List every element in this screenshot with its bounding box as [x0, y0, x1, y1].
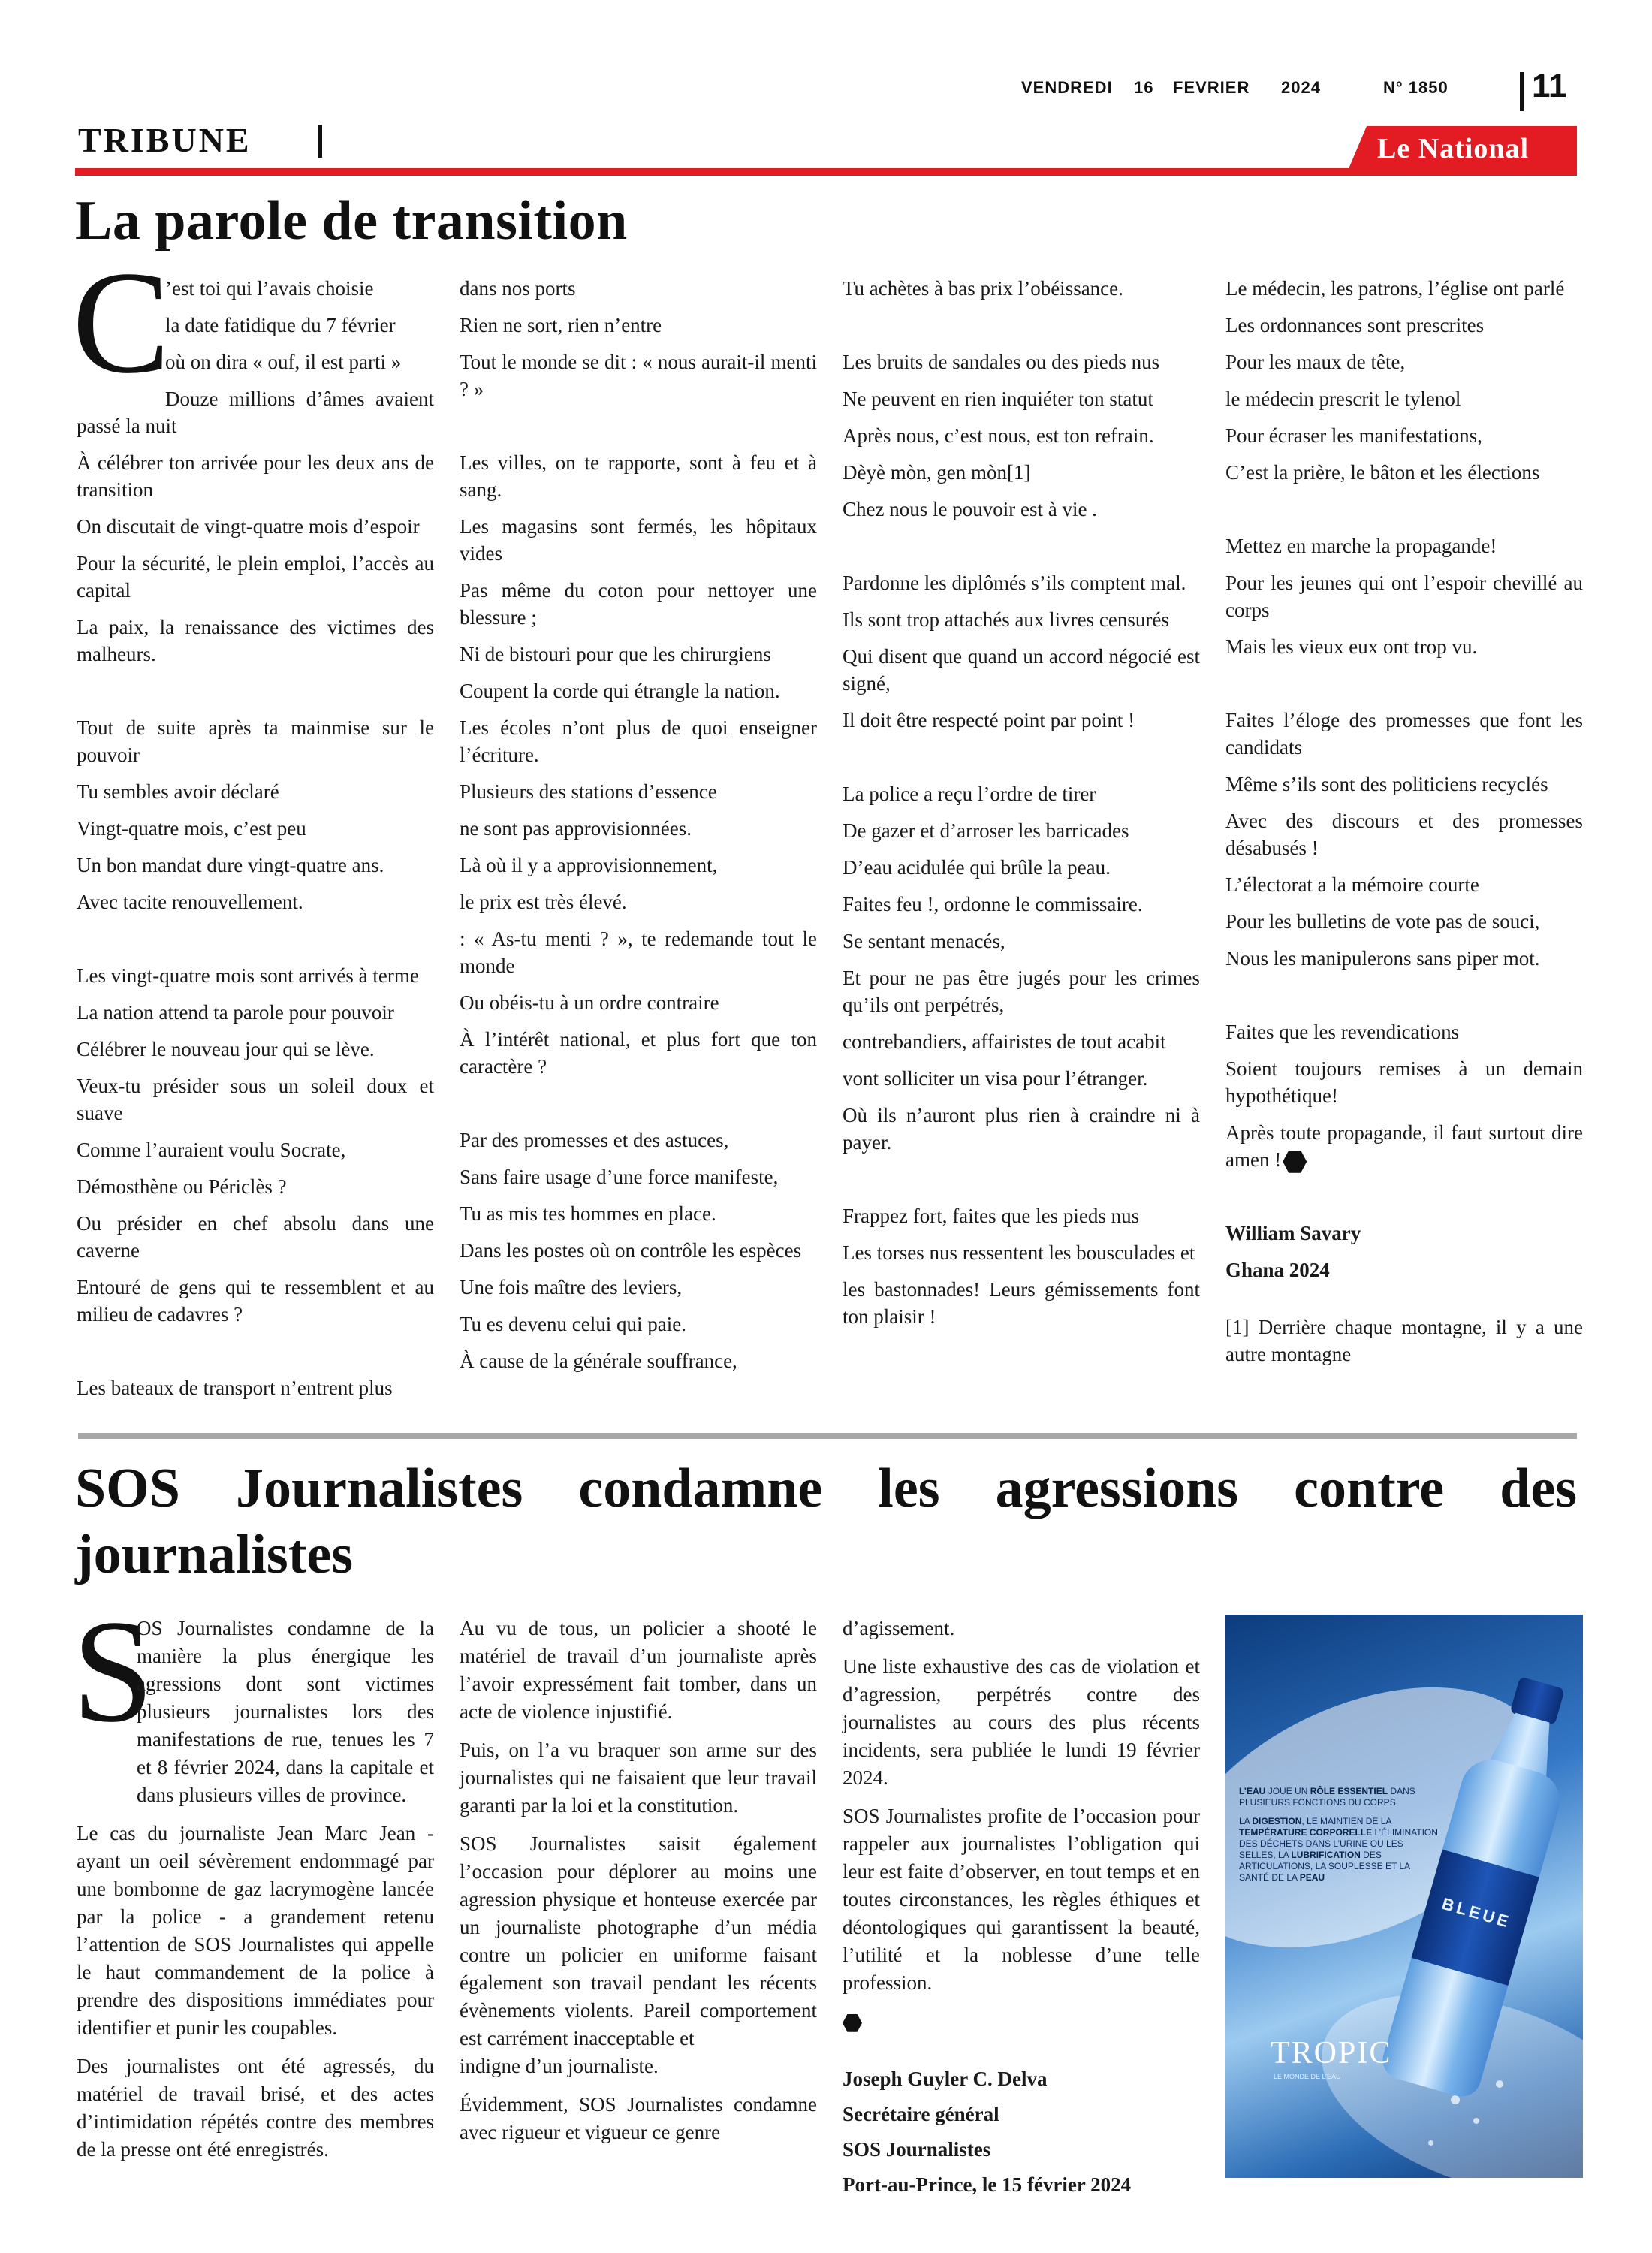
header-issue-number: N° 1850	[1383, 78, 1449, 97]
drop-cap: S	[72, 1590, 155, 1753]
verse-line: contrebandiers, affairistes de tout acabit	[843, 1030, 1166, 1053]
header-divider	[1520, 72, 1524, 111]
signature-name: Joseph Guyler C. Delva	[843, 2068, 1048, 2090]
verse-line: Rien ne sort, rien n’entre	[460, 314, 662, 336]
paragraph: indigne d’un journaliste.	[460, 2055, 659, 2077]
verse-line: Tu sembles avoir déclaré	[77, 780, 279, 803]
verse-line: Ils sont trop attachés aux livres censurés	[843, 608, 1169, 631]
verse-line: Faites que les revendications	[1225, 1021, 1460, 1043]
verse-line: Après nous, c’est nous, est ton refrain.	[843, 424, 1154, 447]
paragraph: SOS Journalistes profite de l’occasion pour rappeler aux journalistes l’obligation qui leur est faite d’observer, en tout temps et en toutes circonstances, les règles éthiques et déontologiques qui garantissent la beauté, l’utilité et la noblesse d’une telle profession.	[843, 1805, 1200, 1994]
paragraph: OS Journalistes condamne de la manière la plus énergique les agressions dont sont victimes plusieurs journalistes lors des manifestations de rue, tenues les 7 et 8 février 2024, dans la capitale et dans plusieurs villes de province.	[137, 1617, 434, 1806]
ad-copy-text: JOUE UN	[1268, 1786, 1308, 1796]
verse-line: Tout de suite après ta mainmise sur le pouvoir	[77, 716, 434, 766]
section-label: TRIBUNE	[78, 121, 252, 159]
ad-copy-bold: TEMPÉRATURE CORPORELLE	[1239, 1827, 1373, 1838]
verse-line: Les bruits de sandales ou des pieds nus	[843, 351, 1160, 373]
footnote: [1] Derrière chaque montagne, il y a une autre montagne	[1225, 1316, 1583, 1365]
bubble-icon	[1428, 2140, 1433, 2146]
verse-line: À cause de la générale souffrance,	[460, 1350, 737, 1372]
verse-line: L’électorat a la mémoire courte	[1225, 873, 1479, 896]
article2-column-2	[460, 1615, 817, 2157]
verse-line: Ne peuvent en rien inquiéter ton statut	[843, 388, 1153, 410]
verse-line: : « As-tu menti ? », te redemande tout le monde	[460, 927, 817, 977]
verse-line: Plusieurs des stations d’essence	[460, 780, 717, 803]
verse-line: Pour écraser les manifestations,	[1225, 424, 1482, 447]
ad-copy-line-1	[1239, 1786, 1442, 1808]
ad-copy-text: DANS PLUSIEURS FONCTIONS DU CORPS.	[1239, 1786, 1415, 1808]
page-number: 11	[1532, 68, 1567, 104]
verse-line: De gazer et d’arroser les barricades	[843, 819, 1129, 842]
verse-line: dans nos ports	[460, 277, 576, 300]
verse-line: Faites feu !, ordonne le commissaire.	[843, 893, 1143, 915]
article-column-2	[460, 275, 817, 1384]
verse-line: La nation attend ta parole pour pouvoir	[77, 1001, 394, 1024]
verse-line: Entouré de gens qui te ressemblent et au milieu de cadavres ?	[77, 1276, 434, 1326]
verse-line: Pour les jeunes qui ont l’espoir chevillé au corps	[1225, 572, 1583, 621]
end-mark-icon	[1283, 1151, 1307, 1173]
paragraph: Au vu de tous, un policier a shooté le matériel de travail d’un journaliste après l’avoir expressément fait tomber, dans un acte de violence injustifié.	[460, 1617, 817, 1723]
paragraph: Évidemment, SOS Journalistes condamne avec rigueur et vigueur ce genre	[460, 2093, 817, 2143]
verse-text: Après toute propagande, il faut surtout dire amen !	[1225, 1121, 1583, 1171]
verse-line: Nous les manipulerons sans piper mot.	[1225, 947, 1540, 970]
verse-line: D’eau acidulée qui brûle la peau.	[843, 856, 1111, 879]
verse-line: ne sont pas approvisionnées.	[460, 817, 692, 840]
article-column-3	[843, 275, 1200, 1340]
brand-name: Le National	[1377, 133, 1530, 164]
header-month: FEVRIER	[1173, 78, 1250, 97]
verse-line: Par des promesses et des astuces,	[460, 1129, 729, 1151]
ad-copy-text: L’ÉLIMINATION DES DÉCHETS DANS L’URINE OU LES SELLES, LA	[1239, 1827, 1438, 1860]
verse-line: Le médecin, les patrons, l’église ont parlé	[1225, 277, 1565, 300]
header-date: 16	[1134, 78, 1154, 97]
paragraph	[843, 2007, 1200, 2035]
verse-line: Ni de bistouri pour que les chirurgiens	[460, 643, 771, 665]
article2-title-line-2: journalistes	[75, 1524, 353, 1585]
verse-line: Mettez en marche la propagande!	[1225, 535, 1497, 557]
verse-line: Pour les maux de tête,	[1225, 351, 1406, 373]
paragraph: Puis, on l’a vu braquer son arme sur des journalistes qui ne faisaient que leur travail garanti par la loi et la constitution.	[460, 1739, 817, 1817]
bubble-icon	[1496, 2080, 1503, 2088]
paragraph: SOS Journalistes saisit également l’occasion pour déplorer au moins une agression physique et honteuse exercée par un journaliste photographe d’un média contre un policier en uniforme faisant également son travail pendant les récents évènements violents. Pareil comportement est carrément inacceptable et	[460, 1832, 817, 2049]
verse-line: le médecin prescrit le tylenol	[1225, 388, 1461, 410]
paragraph: Une liste exhaustive des cas de violation et d’agression, perpétrés contre des journalistes au cours des plus récents incidents, sera publiée le lundi 19 février 2024.	[843, 1655, 1200, 1789]
verse-line: Les bateaux de transport n’entrent plus	[77, 1377, 393, 1399]
signature-place-date: Port-au-Prince, le 15 février 2024	[843, 2173, 1132, 2196]
verse-line: La paix, la renaissance des victimes des malheurs.	[77, 616, 434, 665]
paragraph: d’agissement.	[843, 1617, 955, 1639]
ad-copy-bold: LUBRIFICATION	[1291, 1850, 1361, 1860]
verse-line: Comme l’auraient voulu Socrate,	[77, 1139, 346, 1161]
paragraph: Le cas du journaliste Jean Marc Jean - ayant un oeil sévèrement endommagé par une bombonne de gaz lacrymogène lancée par la police - a grandement retenu l’attention de SOS Journalistes qui appelle le haut commandement de la police à prendre des dispositions immédiates pour identifier et punir les coupables.	[77, 1822, 434, 2039]
article2-column-3	[843, 1615, 1200, 2209]
ad-copy-bold: DIGESTION	[1252, 1816, 1302, 1826]
verse-line: où on dira « ouf, il est parti »	[165, 351, 402, 373]
verse-line: vont solliciter un visa pour l’étranger.	[843, 1067, 1148, 1090]
verse-line: Les torses nus ressentent les bousculades et	[843, 1241, 1195, 1264]
header-day: VENDREDI	[1021, 78, 1113, 97]
verse-line: le prix est très élevé.	[460, 891, 627, 913]
verse-line: Dans les postes où on contrôle les espèces	[460, 1239, 802, 1262]
verse-line: Coupent la corde qui étrangle la nation.	[460, 680, 780, 702]
verse-line: Il doit être respecté point par point !	[843, 709, 1135, 731]
verse-line: À l’intérêt national, et plus fort que ton caractère ?	[460, 1028, 817, 1078]
signature-org: SOS Journalistes	[843, 2138, 991, 2161]
verse-line: Les vingt-quatre mois sont arrivés à terme	[77, 964, 419, 987]
ad-copy-line-2	[1239, 1816, 1442, 1884]
verse-line: Avec tacite renouvellement.	[77, 891, 303, 913]
ad-copy-bold: PEAU	[1299, 1872, 1325, 1883]
verse-line: Les ordonnances sont prescrites	[1225, 314, 1485, 336]
ad-copy-bold: RÔLE ESSENTIEL	[1310, 1786, 1388, 1796]
verse-line: Et pour ne pas être jugés pour les crimes qu’ils ont perpétrés,	[843, 967, 1200, 1016]
verse-line: C’est la prière, le bâton et les élections	[1225, 461, 1540, 484]
verse-line: Vingt-quatre mois, c’est peu	[77, 817, 306, 840]
verse-line: Tu achètes à bas prix l’obéissance.	[843, 277, 1123, 300]
verse-line: Sans faire usage d’une force manifeste,	[460, 1166, 779, 1188]
author-place: Ghana 2024	[1225, 1259, 1330, 1281]
verse-line: ’est toi qui l’avais choisie	[165, 277, 374, 300]
verse-line: À célébrer ton arrivée pour les deux ans de transition	[77, 451, 434, 501]
verse-line: Pardonne les diplômés s’ils comptent mal.	[843, 572, 1186, 594]
verse-line: Là où il y a approvisionnement,	[460, 854, 718, 876]
verse-line: Pour les bulletins de vote pas de souci,	[1225, 910, 1540, 933]
verse-line: Démosthène ou Périclès ?	[77, 1175, 287, 1198]
verse-line: Les magasins sont fermés, les hôpitaux vides	[460, 515, 817, 565]
verse-line: Ou présider en chef absolu dans une caverne	[77, 1212, 434, 1262]
verse-line: les bastonnades! Leurs gémissements font ton plaisir !	[843, 1278, 1200, 1328]
article2-title-line-1: SOS Journalistes condamne les agressions contre des	[75, 1458, 1577, 1519]
signature-title: Secrétaire général	[843, 2103, 999, 2125]
water-advertisement[interactable]	[1225, 1615, 1583, 2178]
ad-copy-bold: L’EAU	[1239, 1786, 1266, 1796]
author-name: William Savary	[1225, 1222, 1361, 1244]
verse-line: Faites l’éloge des promesses que font les candidats	[1225, 709, 1583, 759]
article2-column-1	[77, 1615, 434, 2174]
verse-line: Tout le monde se dit : « nous aurait-il menti ? »	[460, 351, 817, 400]
verse-line: Où ils n’auront plus rien à craindre ni à payer.	[843, 1104, 1200, 1154]
ad-copy-text: DES ARTICULATIONS, LA SOUPLESSE ET LA SANTÉ DE LA	[1239, 1850, 1410, 1883]
article-column-1	[77, 275, 434, 1411]
verse-line: Mais les vieux eux ont trop vu.	[1225, 635, 1478, 658]
verse-line: la date fatidique du 7 février	[165, 314, 396, 336]
article2-title	[75, 1455, 1577, 1588]
verse-line: Douze millions d’âmes avaient passé la nuit	[77, 388, 434, 437]
verse-line: Pour la sécurité, le plein emploi, l’accès au capital	[77, 552, 434, 602]
verse-line: Un bon mandat dure vingt-quatre ans.	[77, 854, 384, 876]
bubble-icon	[1473, 2118, 1479, 2124]
verse-line: Ou obéis-tu à un ordre contraire	[460, 991, 719, 1014]
paragraph: Des journalistes ont été agressés, du matériel de travail brisé, et des actes d’intimidation répétés contre des membres de la presse ont été enregistrés.	[77, 2055, 434, 2161]
verse-line: Qui disent que quand un accord négocié est signé,	[843, 645, 1200, 695]
verse-line: Se sentant menacés,	[843, 930, 1005, 952]
verse-line	[1225, 1119, 1583, 1173]
verse-line: Célébrer le nouveau jour qui se lève.	[77, 1038, 375, 1060]
verse-line: Frappez fort, faites que les pieds nus	[843, 1205, 1140, 1227]
bottle-label-text: BLEUE	[1439, 1893, 1514, 1932]
verse-line: Soient toujours remises à un demain hypothétique!	[1225, 1057, 1583, 1107]
verse-line: Dèyè mòn, gen mòn[1]	[843, 461, 1031, 484]
verse-line: Une fois maître des leviers,	[460, 1276, 683, 1298]
verse-line: Tu as mis tes hommes en place.	[460, 1202, 716, 1225]
verse-line: Veux-tu présider sous un soleil doux et suave	[77, 1075, 434, 1124]
ad-copy-text: , LE MAINTIEN DE LA	[1301, 1816, 1391, 1826]
verse-line: Pas même du coton pour nettoyer une blessure ;	[460, 579, 817, 629]
verse-line: La police a reçu l’ordre de tirer	[843, 783, 1096, 805]
verse-line: Chez nous le pouvoir est à vie .	[843, 498, 1097, 520]
section-divider	[318, 125, 322, 158]
ad-copy	[1239, 1786, 1442, 1884]
verse-line: Avec des discours et des promesses désabusés !	[1225, 810, 1583, 859]
verse-line: On discutait de vingt-quatre mois d’espoir	[77, 515, 420, 538]
verse-line: Les écoles n’ont plus de quoi enseigner l’écriture.	[460, 716, 817, 766]
drop-cap: C	[72, 241, 170, 404]
article-divider	[78, 1433, 1577, 1439]
verse-line: Même s’ils sont des politiciens recyclés	[1225, 773, 1548, 795]
verse-line: Tu es devenu celui qui paie.	[460, 1313, 686, 1335]
ad-copy-text: LA	[1239, 1816, 1250, 1826]
header-year: 2024	[1281, 78, 1321, 97]
ad-brand-tagline: LE MONDE DE L’EAU	[1274, 2073, 1341, 2080]
verse-line: Les villes, on te rapporte, sont à feu et à sang.	[460, 451, 817, 501]
article-title: La parole de transition	[75, 190, 628, 252]
end-mark-icon	[843, 2014, 862, 2032]
ad-brand-logo: TROPIC	[1271, 2036, 1392, 2071]
bubble-icon	[1451, 2095, 1460, 2104]
article-column-4	[1225, 275, 1583, 1377]
